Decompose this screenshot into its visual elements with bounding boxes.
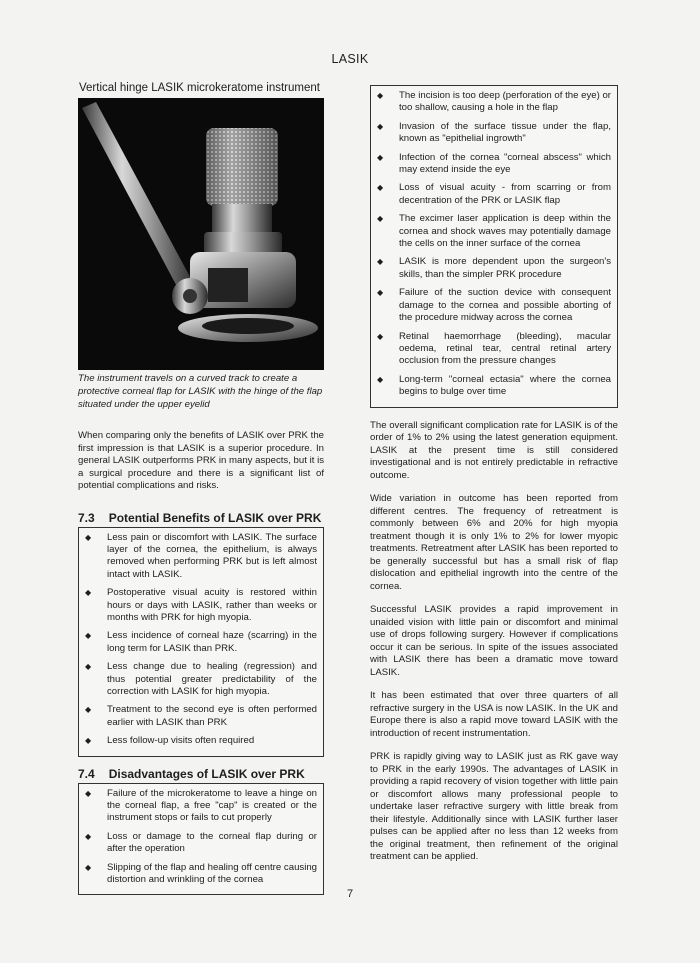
bullet-icon: ◆ (85, 831, 92, 841)
list-item: ◆ The excimer laser application is deep within the cornea and shock waves may potentially damage the cells on the inner surface of the cornea (377, 213, 611, 250)
bullet-icon: ◆ (85, 532, 92, 542)
list-item: ◆ Less pain or discomfort with LASIK. The surface layer of the cornea, the epithelium, is always removed when performing PRK but is left almost intact with LASIK. (85, 531, 317, 580)
section-number: 7.3 (78, 510, 95, 525)
list-item: ◆ The incision is too deep (perforation of the eye) or too shallow, causing a hole in the flap (377, 90, 611, 114)
paragraph: PRK is rapidly giving way to LASIK just as RK gave way to PRK in the early 1990s. The advantages of LASIK in providing a rapid recovery of vision together with little pain or discomfort allows many professional people to undertake laser refractive surgery with little break from their lifestyle. Additionally since with LASIK further laser pulses can be applied after no less than 12 weeks from the original treatment, then refinement of the original treatment can be applied. (370, 751, 618, 863)
list-item: ◆ Postoperative visual acuity is restored within hours or days with LASIK, rather than weeks or months with PRK for high myopia. (85, 587, 317, 623)
list-item: ◆ Infection of the cornea "corneal abscess" which may extend inside the eye (377, 151, 611, 176)
section-number: 7.4 (78, 766, 95, 781)
list-item: ◆ Invasion of the surface tissue under the flap, known as "epithelial ingrowth" (377, 120, 611, 145)
list-item: ◆ Treatment to the second eye is often performed earlier with LASIK than PRK (85, 704, 317, 728)
section-7-3 (78, 511, 324, 757)
bullet-icon: ◆ (85, 631, 92, 641)
list-item: ◆ LASIK is more dependent upon the surgeon's skills, than the simpler PRK procedure (377, 256, 611, 280)
page-title: LASIK (331, 52, 369, 66)
section-title: Disadvantages of LASIK over PRK (108, 766, 305, 781)
section-7-4 (78, 767, 324, 896)
paragraph: It has been estimated that over three quarters of all refractive surgery in the USA is now LASIK. In the UK and Europe there is also a rapid move toward LASIK with the introduction of recent instrumentation. (370, 690, 618, 739)
bullet-icon: ◆ (377, 214, 384, 224)
list-item: ◆ Loss of visual acuity - from scarring or from decentration of the PRK or LASIK flap (377, 182, 611, 206)
paragraph: Successful LASIK provides a rapid improvement in unaided vision with little pain or discomfort and minimal use of drops following surgery. However if complications occur it can be serious. In spite of the issues associated with LASIK there has been a dramatic move toward LASIK. (370, 604, 618, 678)
microkeratome-photo (78, 98, 324, 370)
bullet-icon: ◆ (377, 121, 384, 131)
section-heading (78, 511, 324, 525)
list-item: ◆ Long-term "corneal ectasia" where the cornea begins to bulge over time (377, 373, 611, 398)
bullet-icon: ◆ (85, 588, 92, 598)
bullet-icon: ◆ (377, 152, 384, 162)
list-item: ◆ Less follow-up visits often required (85, 735, 255, 747)
right-column (370, 85, 618, 864)
intro-paragraph: When comparing only the benefits of LASIK over PRK the first impression is that LASIK is a superior procedure. In general LASIK outperforms PRK in many aspects, but it is a surgical procedure and there is a significant list of potential complications and risks. (78, 430, 324, 491)
page-number: 7 (346, 888, 354, 900)
list-item: ◆ Slipping of the flap and healing off centre causing distortion and wrinkling of the cornea (85, 861, 317, 886)
section-title: Potential Benefits of LASIK over PRK (108, 510, 322, 525)
list-item: ◆ Failure of the microkeratome to leave a hinge on the corneal flap, a free "cap" is created or the instrument stops or fails to cut properly (85, 787, 317, 824)
list-item: ◆ Less change due to healing (regression) and thus potential greater predictability of the correction with LASIK for high myopia. (85, 661, 317, 697)
disadvantages-list-continued (370, 85, 618, 408)
list-item: ◆ Failure of the suction device with consequent damage to the cornea and possible aborting of the procedure midway across the cornea (377, 287, 611, 324)
paragraph: Wide variation in outcome has been reported from different centres. The frequency of retreatment is commonly between 6% and 20% for high myopia treatment though it is only 1% to 2% for lower myopic treatments. Retreatment after LASIK has been reported to be generally successful but has a small risk of flap dislocation and epithelial ingrowth into the centre of the cornea. (370, 493, 618, 592)
figure-title: Vertical hinge LASIK microkeratome instrument (79, 82, 320, 94)
list-item: ◆ Loss or damage to the corneal flap during or after the operation (85, 830, 317, 855)
figure-caption: The instrument travels on a curved track to create a protective corneal flap for LASIK with the hinge of the flap situated under the upper eyelid (78, 373, 323, 410)
bullet-icon: ◆ (85, 662, 92, 672)
bullet-icon: ◆ (85, 788, 92, 798)
bullet-icon: ◆ (377, 288, 384, 298)
benefits-list (78, 527, 324, 757)
paragraph: The overall significant complication rate for LASIK is of the order of 1% to 2% using the latest generation equipment. LASIK at the present time is still considered investigational and is not entirely predictable in refractive outcome. (370, 419, 618, 481)
disadvantages-list (78, 783, 324, 896)
microkeratome-illustration (78, 98, 324, 370)
bullet-icon: ◆ (377, 91, 384, 100)
bullet-icon: ◆ (377, 183, 384, 193)
bullet-icon: ◆ (377, 257, 384, 267)
left-column (78, 82, 324, 895)
bullet-icon: ◆ (85, 736, 92, 746)
bullet-icon: ◆ (377, 374, 384, 384)
list-item: ◆ Less incidence of corneal haze (scarring) in the long term for LASIK than PRK. (85, 630, 317, 654)
bullet-icon: ◆ (85, 862, 92, 872)
section-heading (78, 767, 324, 781)
bullet-icon: ◆ (377, 331, 384, 341)
list-item: ◆ Retinal haemorrhage (bleeding), macular oedema, retinal tear, central retinal artery occlusion from the pressure changes (377, 330, 611, 367)
bullet-icon: ◆ (85, 705, 92, 715)
